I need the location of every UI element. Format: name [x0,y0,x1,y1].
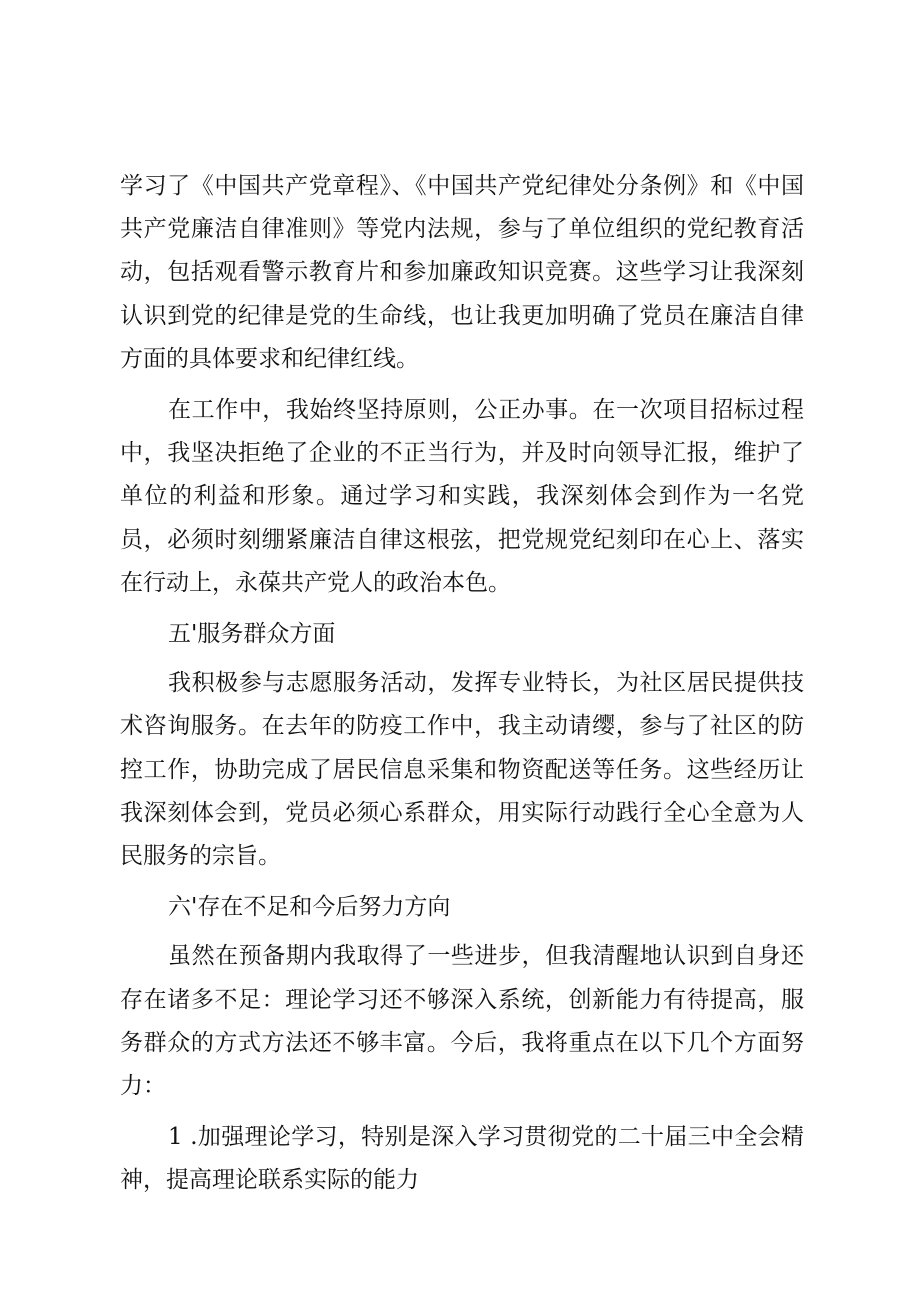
section-heading-serve-masses: 五'服务群众方面 [168,621,336,648]
paragraph-party-regulations: 学习了《中国共产党章程》、《中国共产党纪律处分条例》和《中国共产党廉洁自律准则》等党内法规，参与了单位组织的党纪教育活动，包括观看警示教育片和参加廉政知识竞赛。这些学习让我深刻认识到党的纪律是党的生命线，也让我更加明确了党员在廉洁自律方面的具体要求和纪律红线。 [120,173,804,372]
document-body [120,165,804,1211]
paragraph-shortcomings: 虽然在预备期内我取得了一些进步，但我清醒地认识到自身还存在诸多不足：理论学习还不够深入系统，创新能力有待提高，服务群众的方式方法还不够丰富。今后，我将重点在以下几个方面努力： [120,943,804,1100]
section-heading-shortcomings: 六'存在不足和今后努力方向 [168,894,451,921]
paragraph-serve-masses: 我积极参与志愿服务活动，发挥专业特长，为社区居民提供技术咨询服务。在去年的防疫工作中，我主动请缨，参与了社区的防控工作，协助完成了居民信息采集和物资配送等任务。这些经历让我深刻体会到，党员必须心系群众，用实际行动践行全心全意为人民服务的宗旨。 [120,670,804,870]
paragraph-work-integrity: 在工作中，我始终坚持原则，公正办事。在一次项目招标过程中，我坚决拒绝了企业的不正当行为，并及时向领导汇报，维护了单位的利益和形象。通过学习和实践，我深刻体会到作为一名党员，必须时刻绷紧廉洁自律这根弦，把党规党纪刻印在心上、落实在行动上，永葆共产党人的政治本色。 [120,397,804,596]
list-item-theory-study: 1 .加强理论学习，特别是深入学习贯彻党的二十届三中全会精神，提高理论联系实际的能力 [120,1124,804,1194]
